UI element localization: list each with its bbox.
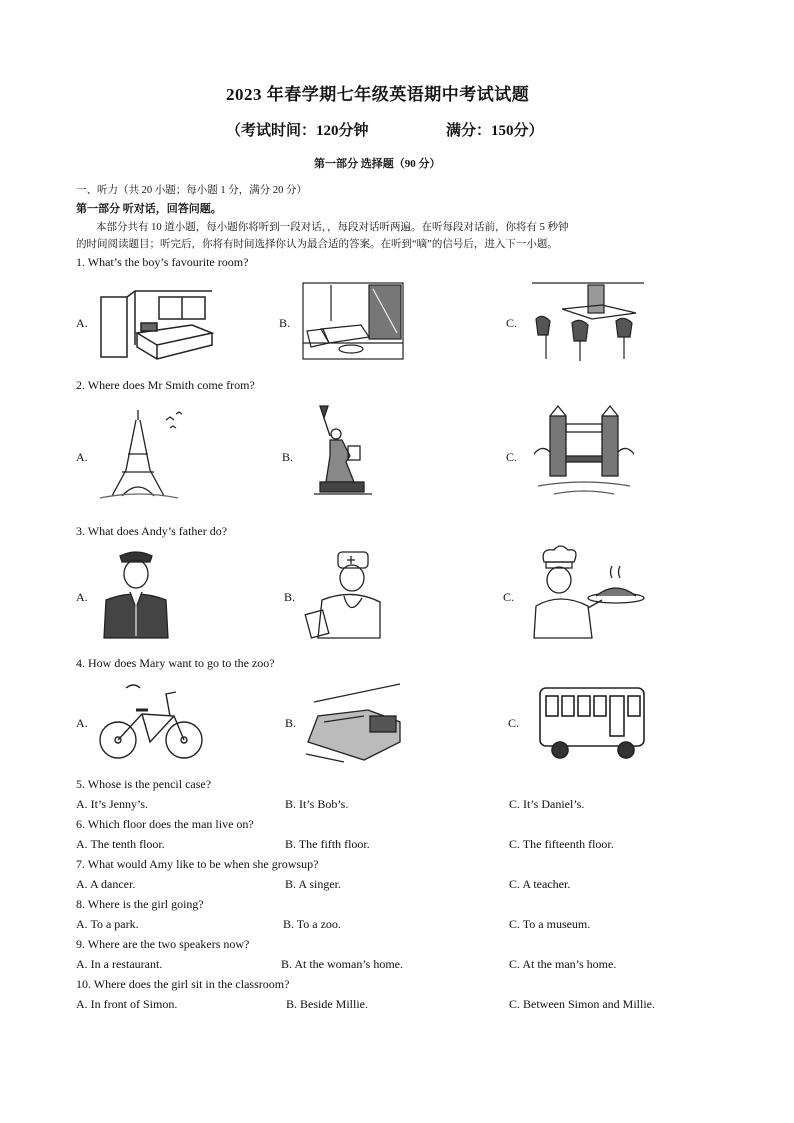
option-a: A. In front of Simon. (76, 997, 178, 1011)
question-9: 9. Where are the two speakers now? (76, 937, 250, 951)
bicycle-picture (96, 680, 206, 764)
option-b: B. At the woman’s home. (281, 957, 403, 971)
option-label: C. (508, 716, 520, 730)
question-5: 5. Whose is the pencil case? (76, 777, 212, 791)
option-b: B. A singer. (285, 877, 342, 891)
option-b: B. It’s Bob’s. (285, 797, 349, 811)
option-b: B. The fifth floor. (285, 837, 370, 851)
option-label: A. (76, 450, 88, 464)
option-label: B. (282, 450, 294, 464)
option-c: C. Between Simon and Millie. (509, 997, 655, 1011)
statue-of-liberty-picture (306, 404, 382, 502)
part-one-title: 第一部分 选择题（90 分） (314, 158, 441, 170)
question-8: 8. Where is the girl going? (76, 897, 204, 911)
question-10: 10. Where does the girl sit in the classroom? (76, 977, 290, 991)
option-label: A. (76, 316, 88, 330)
option-label: C. (506, 450, 518, 464)
page-title: 2023 年春学期七年级英语期中考试试题 (226, 85, 530, 104)
dining-room-picture (532, 279, 644, 363)
option-b: B. To a zoo. (283, 917, 341, 931)
option-label: B. (285, 716, 297, 730)
option-c: C. The fifteenth floor. (509, 837, 614, 851)
option-c: C. A teacher. (509, 877, 571, 891)
option-label: C. (506, 316, 518, 330)
option-a: A. The tenth floor. (76, 837, 165, 851)
instructions-line-2: 的时间阅读题目；听完后，你将有时间选择你认为最合适的答案。在听到“嘀”的信号后，进入下一小题。 (76, 239, 558, 250)
option-a: A. A dancer. (76, 877, 136, 891)
bus-picture (536, 682, 648, 764)
train-picture (304, 682, 404, 764)
instructions-line-1: 本部分共有 10 道小题，每小题你将听到一段对话，，每段对话听两遍。在听每段对话前，你将有 5 秒钟 (96, 222, 569, 233)
question-3: 3. What does Andy’s father do? (76, 524, 228, 538)
option-a: A. It’s Jenny’s. (76, 797, 148, 811)
option-c: C. To a museum. (509, 917, 591, 931)
question-2: 2. Where does Mr Smith come from? (76, 378, 255, 392)
option-label: A. (76, 590, 88, 604)
question-7: 7. What would Amy like to be when she growsup? (76, 857, 319, 871)
option-label: B. (284, 590, 296, 604)
question-6: 6. Which floor does the man live on? (76, 817, 254, 831)
option-label: C. (503, 590, 515, 604)
eiffel-tower-picture (98, 408, 190, 500)
exam-score: 满分：150分） (446, 123, 544, 139)
exam-time: （考试时间：120分钟 (226, 123, 369, 139)
tower-bridge-picture (534, 404, 634, 504)
section-listening: 一、听力（共 20 小题；每小题 1 分，满分 20 分） (76, 185, 307, 196)
option-c: C. At the man’s home. (509, 957, 617, 971)
option-a: A. To a park. (76, 917, 139, 931)
policeman-picture (100, 548, 172, 640)
cook-picture (532, 544, 648, 640)
option-b: B. Beside Millie. (286, 997, 368, 1011)
living-room-picture (301, 281, 405, 361)
doctor-picture (304, 548, 382, 640)
option-label: B. (279, 316, 291, 330)
question-1: 1. What’s the boy’s favourite room? (76, 255, 249, 269)
subsection-title: 第一部分 听对话，回答问题。 (76, 203, 222, 215)
option-c: C. It’s Daniel’s. (509, 797, 585, 811)
question-4: 4. How does Mary want to go to the zoo? (76, 656, 275, 670)
bedroom-picture (97, 283, 215, 361)
option-a: A. In a restaurant. (76, 957, 163, 971)
option-label: A. (76, 716, 88, 730)
